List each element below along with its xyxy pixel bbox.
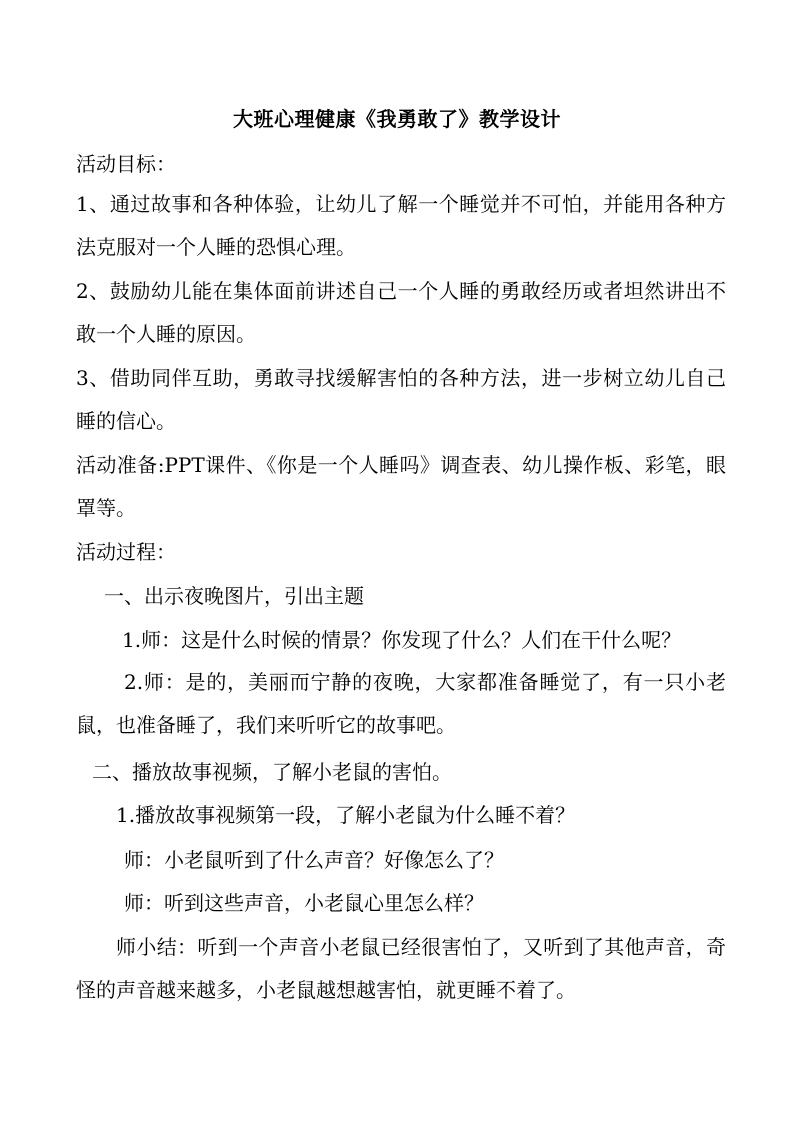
section2-question-1: 师：小老鼠听到了什么声音？好像怎么了？: [124, 848, 504, 872]
section-heading-2: 二、播放故事视频，了解小老鼠的害怕。: [92, 760, 452, 784]
section2-question-2: 师：听到这些声音，小老鼠心里怎么样？: [124, 891, 484, 915]
goal-item-1: 1、通过故事和各种体验，让幼儿了解一个睡觉并不可怕，并能用各种方法克服对一个人睡的恐惧心理。: [76, 192, 726, 259]
goal-item-2: 2、鼓励幼儿能在集体面前讲述自己一个人睡的勇敢经历或者坦然讲出不敢一个人睡的原因。: [76, 279, 726, 346]
goal-item-3: 3、借助同伴互助，勇敢寻找缓解害怕的各种方法，进一步树立幼儿自己睡的信心。: [76, 366, 726, 433]
section2-item-1: 1.播放故事视频第一段，了解小老鼠为什么睡不着？: [116, 803, 576, 827]
goals-heading: 活动目标：: [76, 152, 176, 176]
section1-question-1: 1.师：这是什么时候的情景？你发现了什么？人们在干什么呢？: [122, 628, 682, 652]
section-heading-1: 一、出示夜晚图片，引出主题: [104, 584, 364, 608]
section2-summary: 师小结：听到一个声音小老鼠已经很害怕了，又听到了其他声音，奇怪的声音越来越多，小老鼠越想越害怕，就更睡不着了。: [76, 935, 726, 1002]
preparation-paragraph: 活动准备:PPT课件、《你是一个人睡吗》调查表、幼儿操作板、彩笔，眼罩等。: [76, 453, 726, 520]
document-title: 大班心理健康《我勇敢了》教学设计: [233, 107, 561, 131]
section1-question-2: 2.师：是的，美丽而宁静的夜晚，大家都准备睡觉了，有一只小老鼠，也准备睡了，我们来听听它的故事吧。: [76, 670, 726, 737]
process-heading: 活动过程：: [76, 540, 176, 564]
